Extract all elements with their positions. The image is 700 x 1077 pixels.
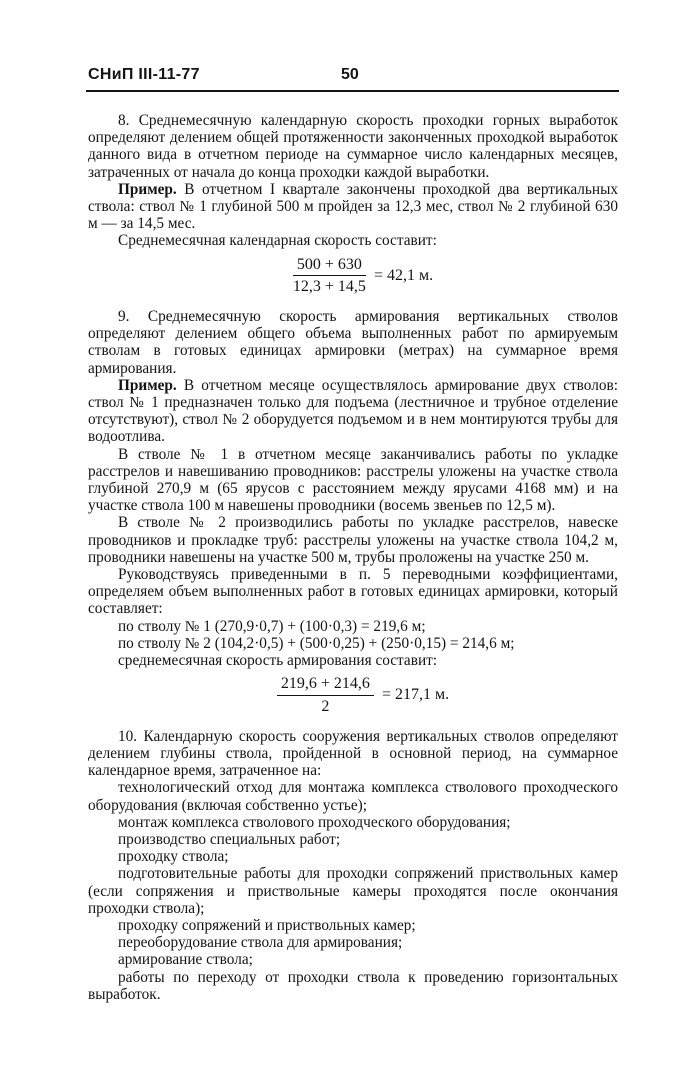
section-8-paragraph: 8. Среднемесячную календарную скорость проходки горных выработок определяют делением общей протяженности законченных проходкой выработок данного вида в отчетном периоде на суммарное число календарных месяцев, затраченных от начала до конца проходки каждой выработки.: [88, 112, 618, 181]
example-label: Пример.: [118, 180, 177, 198]
page-number: 50: [341, 66, 359, 83]
list-item: подготовительные работы для проходки сопряжений приствольных камер (если сопряжения и приствольные камеры проходятся после окончания проходки ствола);: [88, 865, 618, 917]
fraction: [277, 675, 374, 714]
section-9-speed-line: среднемесячная скорость армирования составит:: [118, 652, 438, 670]
section-8-speed-line: Среднемесячная календарная скорость составит:: [118, 232, 437, 250]
formula-section-8: [108, 256, 618, 295]
section-9-example: [88, 377, 618, 446]
calc-shaft-1: по стволу № 1 (270,9·0,7) + (100·0,3) = 219,6 м;: [118, 617, 426, 635]
section-9-shaft-1: В стволе № 1 в отчетном месяце заканчивались работы по укладке расстрелов и навешиванию проводников: расстрелы уложены на участке ствола глубиной 270,9 м (65 ярусов с расстоянием между ярусами 4168 мм) и на участке ствола 100 м навешены проводники (восемь звеньев по 12,5 м).: [88, 445, 618, 515]
section-9-paragraph: 9. Среднемесячную скорость армирования вертикальных стволов определяют делением общего объема выполненных работ по армируемым стволам в готовых единицах армировки (метрах) на суммарное время армирования.: [88, 308, 618, 377]
numerator: 219,6 + 214,6: [277, 675, 374, 695]
calc-shaft-2: по стволу № 2 (104,2·0,5) + (500·0,25) + (250·0,15) = 214,6 м;: [118, 634, 515, 652]
formula-result: = 217,1 м.: [381, 686, 450, 704]
formula-result: = 42,1 м.: [373, 266, 434, 284]
example-text: В отчетном I квартале закончены проходкой два вертикальных ствола: ствол № 1 глубиной 500 м пройден за 12,3 мес, ствол № 2 глубиной 630 м — за 14,5 мес.: [88, 180, 618, 233]
section-8-example: [88, 181, 618, 233]
list-item: производство специальных работ;: [118, 830, 341, 848]
formula-section-9: [108, 675, 618, 714]
section-9-coefficients: Руководствуясь приведенными в п. 5 переводными коэффициентами, определяем объем выполненных работ в готовых единицах армировки, который составляет:: [88, 566, 618, 618]
section-9-shaft-2: В стволе № 2 производились работы по укладке расстрелов, навеске проводников и прокладке труб: расстрелы уложены на участке ствола 104,2 м, проводники навешены на участке 500 м, трубы проложены на участке 250 м.: [88, 514, 618, 566]
document-code: СНиП III-11-77: [88, 66, 200, 83]
denominator: 12,3 + 14,5: [292, 277, 366, 295]
numerator: 500 + 630: [293, 256, 366, 276]
denominator: 2: [321, 697, 330, 715]
document-body: [88, 112, 618, 1003]
fraction: [293, 256, 366, 295]
list-item: переоборудование ствола для армирования;: [118, 934, 403, 952]
list-item: технологический отход для монтажа комплекса стволового проходческого оборудования (включая собственно устье);: [88, 779, 618, 814]
list-item: проходку ствола;: [118, 848, 229, 866]
list-item: монтаж комплекса стволового проходческого оборудования;: [118, 813, 511, 831]
list-item: проходку сопряжений и приствольных камер;: [118, 916, 416, 934]
example-text: В отчетном месяце осуществлялось армирование двух стволов: ствол № 1 предназначен только для подъема (лестничное и трубное отделение отсутствуют), ствол № 2 оборудуется подъемом и в нем монтируются трубы для водоотлива.: [88, 376, 618, 446]
header-rule: [86, 90, 619, 92]
list-item: армирование ствола;: [118, 951, 253, 969]
list-item: работы по переходу от проходки ствола к проведению горизонтальных выработок.: [88, 968, 618, 1003]
example-label: Пример.: [118, 376, 177, 394]
section-10-paragraph: 10. Календарную скорость сооружения вертикальных стволов определяют делением глубины ствола, пройденной в основной период, на суммарное календарное время, затраченное на:: [88, 727, 618, 780]
